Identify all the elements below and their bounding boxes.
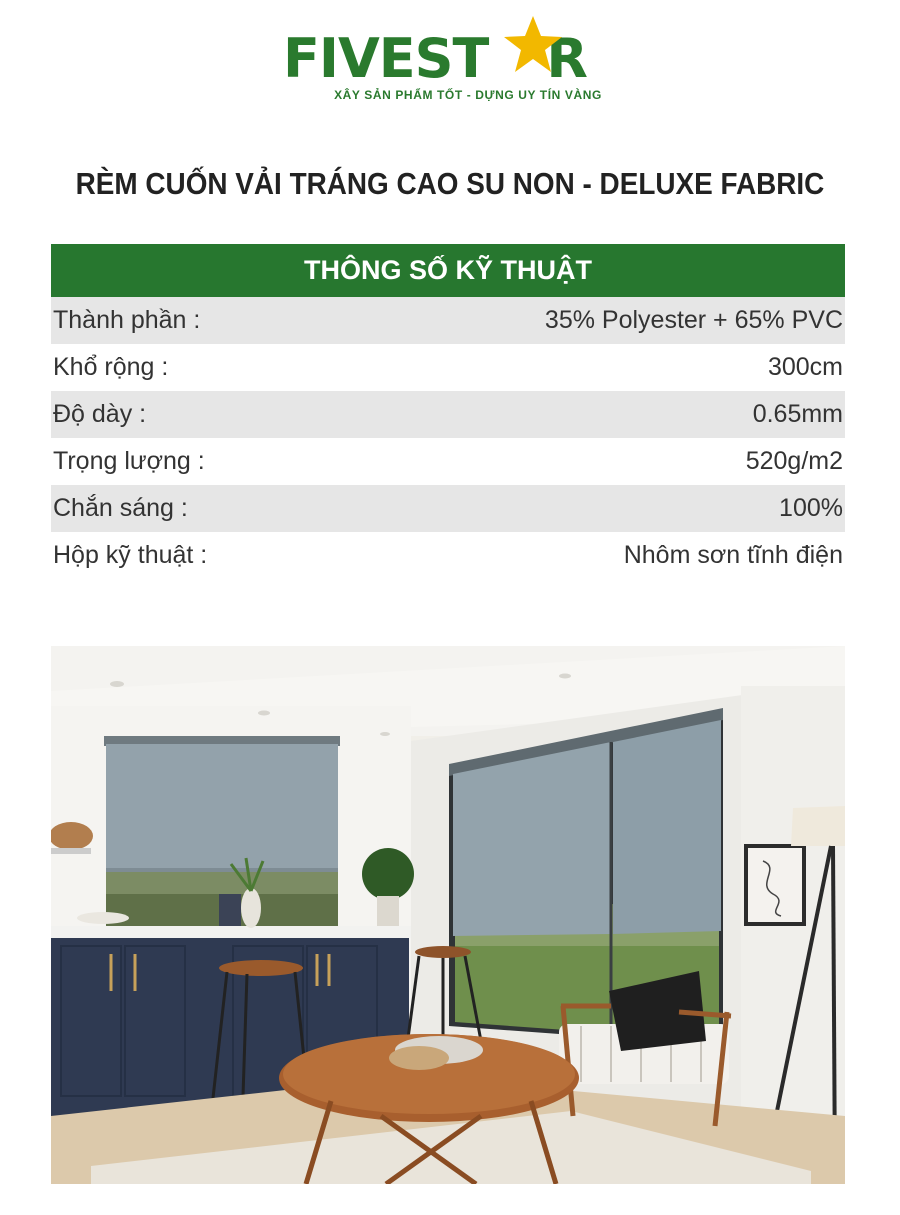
spec-label: Độ dày : xyxy=(53,400,147,428)
brand-name-part2: R xyxy=(546,27,587,90)
decor-bowl xyxy=(389,1046,449,1070)
spec-row xyxy=(51,532,845,579)
spec-label: Chắn sáng : xyxy=(53,494,188,522)
room-illustration xyxy=(51,646,845,1184)
spec-value: 100% xyxy=(779,494,843,522)
spec-value: 520g/m2 xyxy=(745,447,843,475)
spec-row xyxy=(51,391,845,438)
brand-logo xyxy=(0,14,900,109)
spec-label: Khổ rộng : xyxy=(53,353,169,381)
floor-lamp-shade xyxy=(791,806,845,846)
spec-value: Nhôm sơn tĩnh điện xyxy=(623,541,843,569)
spec-label: Hộp kỹ thuật : xyxy=(53,541,208,569)
brand-tagline: XÂY SẢN PHẨM TỐT - DỰNG UY TÍN VÀNG xyxy=(334,88,602,102)
left-blind xyxy=(106,744,338,872)
vase xyxy=(241,888,261,928)
bar-stool-right xyxy=(415,946,471,958)
spec-row xyxy=(51,297,845,344)
spec-label: Trọng lượng : xyxy=(53,447,205,475)
product-room-photo xyxy=(51,646,845,1184)
spec-value: 35% Polyester + 65% PVC xyxy=(544,306,843,334)
spec-value: 0.65mm xyxy=(752,400,843,428)
spec-heading: THÔNG SỐ KỸ THUẬT xyxy=(51,244,845,297)
product-title: RÈM CUỐN VẢI TRÁNG CAO SU NON - DELUXE FABRIC xyxy=(75,166,825,201)
spec-row xyxy=(51,438,845,485)
spec-value: 300cm xyxy=(767,353,843,381)
wooden-bowl xyxy=(51,822,93,850)
star-icon xyxy=(502,14,564,74)
spec-label: Thành phần : xyxy=(53,306,201,334)
spec-row xyxy=(51,344,845,391)
potted-plant xyxy=(362,848,414,900)
brand-name-part1: FIVEST xyxy=(283,27,489,90)
right-blind-left xyxy=(453,742,611,936)
bar-stool-left xyxy=(219,960,303,976)
spec-table xyxy=(51,244,845,579)
kitchen-countertop xyxy=(51,926,411,938)
spec-rows xyxy=(51,297,845,579)
spec-row xyxy=(51,485,845,532)
right-blind-right xyxy=(613,720,721,934)
